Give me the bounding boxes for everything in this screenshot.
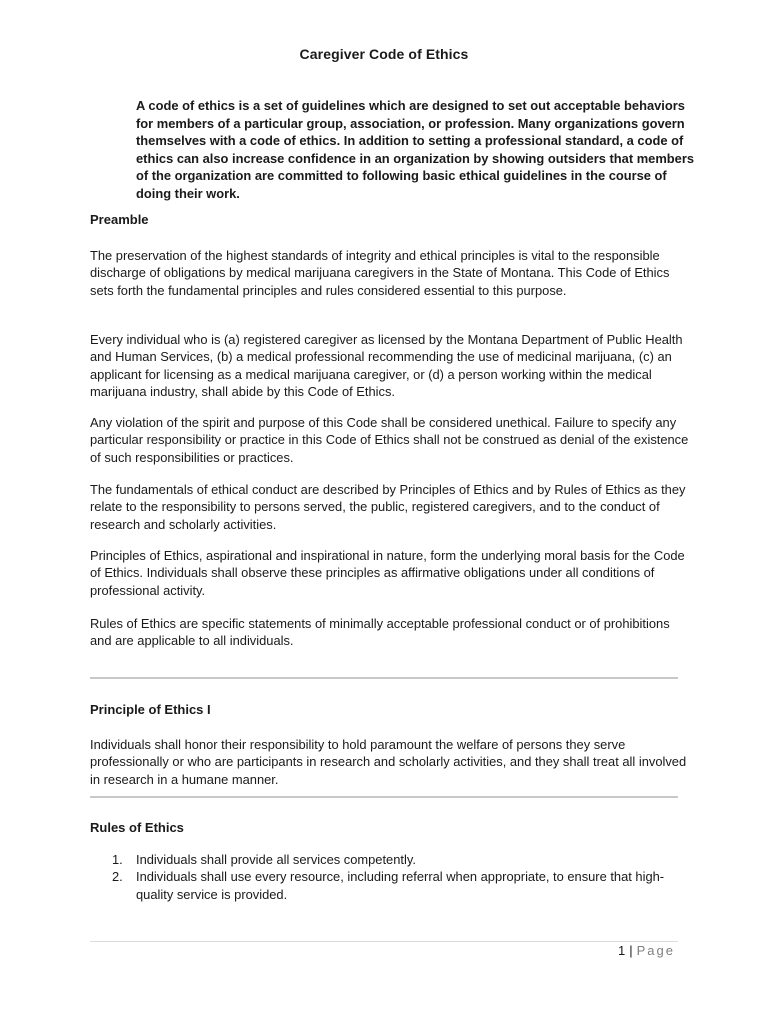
footer-divider (90, 941, 678, 942)
list-item-text: Individuals shall provide all services competently. (136, 852, 416, 867)
page-number-value: 1 (618, 943, 626, 958)
section-divider (90, 796, 678, 798)
preamble-paragraph-5: Principles of Ethics, aspirational and inspirational in nature, form the underlying moral basis for the Code of Ethics. Individuals shall observe these principles as affirmative obligations under all conditions of professional activity. (90, 548, 685, 598)
page-number-separator: | (629, 943, 633, 958)
preamble-paragraph-1: The preservation of the highest standards of integrity and ethical principles is vital to the responsible discharge of obligations by medical marijuana caregivers in the State of Montana. This Code of Ethics sets forth the fundamental principles and rules considered essential to this purpose. (90, 248, 670, 298)
preamble-paragraph-3: Any violation of the spirit and purpose of this Code shall be considered unethical. Failure to specify any particular responsibility or practice in this Code of Ethics shall not be construed as denial of the existence of such responsibilities or practices. (90, 415, 689, 465)
list-item-number: 1. (112, 852, 123, 867)
principle-1-heading: Principle of Ethics I (90, 702, 211, 717)
list-item (112, 851, 682, 868)
document-title: Caregiver Code of Ethics (299, 46, 469, 62)
intro-paragraph: A code of ethics is a set of guidelines which are designed to set out acceptable behaviors for members of a particular group, association, or profession. Many organizations govern themselves with a code of ethics. In addition to setting a professional standard, a code of ethics can also increase confidence in an organization by showing outsiders that members of the organization are committed to following basic ethical guidelines in the course of doing their work. (136, 98, 695, 201)
preamble-paragraph-6: Rules of Ethics are specific statements of minimally acceptable professional conduct or of prohibitions and are applicable to all individuals. (90, 616, 670, 649)
preamble-heading: Preamble (90, 212, 149, 227)
list-item (112, 868, 682, 903)
section-divider (90, 677, 678, 679)
rules-heading: Rules of Ethics (90, 820, 184, 835)
principle-1-text: Individuals shall honor their responsibility to hold paramount the welfare of persons they serve professionally or who are participants in research and scholarly activities, and they shall treat all involved in research in a humane manner. (90, 737, 687, 787)
list-item-number: 2. (112, 869, 123, 885)
page-word: Page (636, 943, 675, 958)
preamble-paragraph-4: The fundamentals of ethical conduct are described by Principles of Ethics and by Rules of Ethics as they relate to the responsibility to persons served, the public, registered caregivers, and to the conduct of research and scholarly activities. (90, 482, 686, 532)
preamble-paragraph-2: Every individual who is (a) registered caregiver as licensed by the Montana Department of Public Health and Human Services, (b) a medical professional recommending the use of medicinal marijuana, (c) an applicant for licensing as a medical marijuana caregiver, or (d) a person working within the medical marijuana industry, shall abide by this Code of Ethics. (90, 332, 683, 399)
list-item-text: Individuals shall use every resource, including referral when appropriate, to ensure that high-quality service is provided. (136, 869, 665, 902)
rules-list (112, 851, 682, 903)
page-number (618, 943, 675, 958)
